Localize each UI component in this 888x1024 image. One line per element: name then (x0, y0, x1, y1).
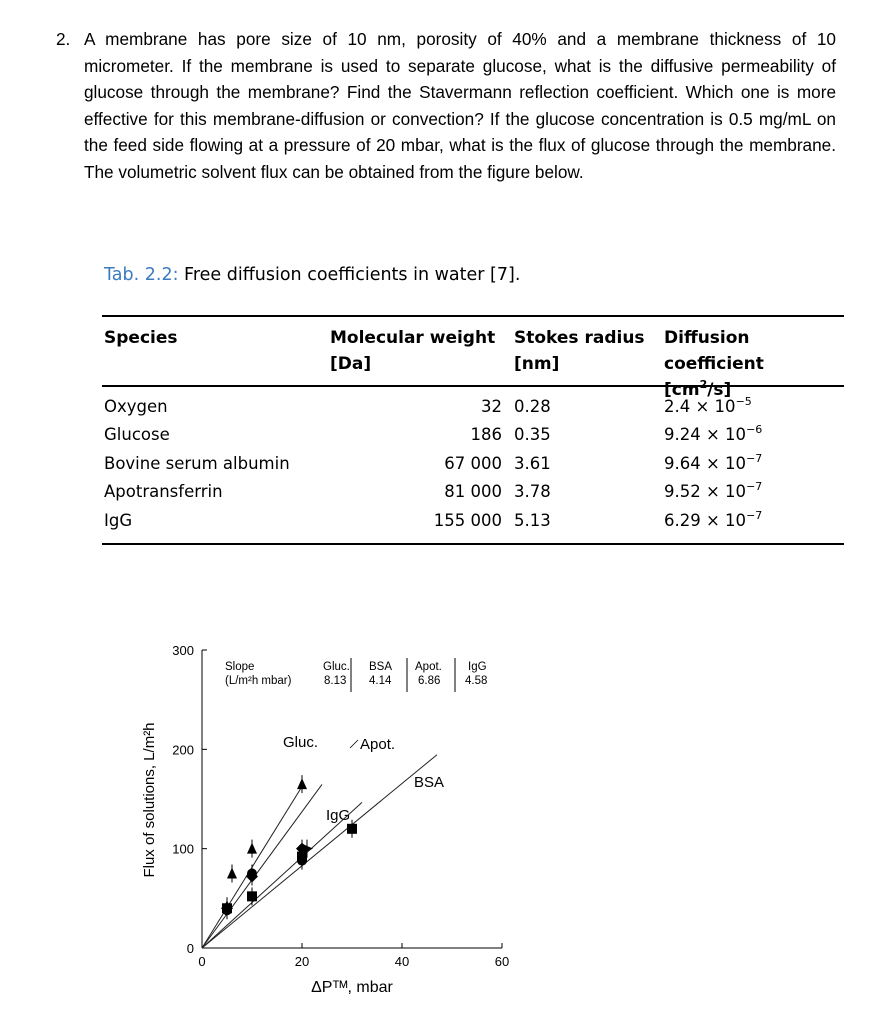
cell-diff-exponent: −7 (746, 508, 763, 522)
cell-stokes: 5.13 (514, 510, 551, 530)
cell-diff-exponent: −5 (735, 395, 752, 408)
table-caption (104, 265, 520, 285)
header-stokes-line2: [nm] (514, 354, 560, 374)
slope-header-line1: Slope (225, 661, 255, 673)
diffusion-table (102, 315, 844, 545)
slope-name-igg: IgG (468, 661, 487, 673)
cell-diff-exponent: −7 (746, 451, 763, 465)
cell-stokes: 0.35 (514, 425, 551, 445)
cell-diffusion (664, 393, 752, 421)
cell-diff-exponent: −7 (746, 480, 763, 494)
line-label-apot: Apot. (360, 736, 396, 753)
slope-value-igg: 4.58 (465, 675, 488, 687)
cell-species: Bovine serum albumin (104, 453, 290, 473)
data-point-igg (247, 869, 257, 879)
fit-line-apot (202, 784, 322, 948)
cell-stokes: 3.78 (514, 482, 551, 502)
question-block (56, 26, 836, 186)
cell-diff-mantissa: 9.24 × 10 (664, 425, 747, 445)
header-mw-line1: Molecular weight (330, 328, 496, 348)
cell-species: Oxygen (104, 397, 168, 416)
data-point-gluc (297, 778, 307, 789)
header-diffusion-coefficient (664, 325, 844, 403)
header-stokes-line1: Stokes radius (514, 328, 645, 348)
y-tick-label: 0 (186, 941, 194, 956)
cell-species: IgG (104, 510, 133, 530)
header-molecular-weight (330, 325, 495, 377)
slope-legend (225, 658, 487, 692)
cell-mw: 186 (470, 425, 502, 445)
y-tick-label: 300 (172, 643, 194, 658)
cell-mw: 155 000 (433, 510, 502, 530)
cell-diff-mantissa: 9.64 × 10 (664, 453, 747, 473)
table-body (102, 387, 844, 543)
fit-line-bsa (202, 755, 437, 948)
header-diff-unit-pre: [cm (664, 380, 700, 400)
cell-diffusion (664, 507, 762, 535)
cell-diff-mantissa: 2.4 × 10 (664, 397, 736, 416)
y-tick-label: 100 (172, 841, 194, 857)
cell-mw: 32 (481, 397, 502, 416)
slope-value-bsa: 4.14 (369, 675, 392, 687)
cell-diff-mantissa: 9.52 × 10 (664, 482, 747, 502)
line-label-bsa: BSA (414, 774, 445, 791)
slope-name-gluc: Gluc. (323, 661, 350, 673)
header-diff-unit-post: /s] (707, 380, 732, 400)
cell-diffusion (664, 450, 762, 478)
cell-stokes: 0.28 (514, 397, 551, 416)
table-row (102, 421, 844, 449)
fit-line-igg (202, 802, 362, 948)
cell-stokes: 3.61 (514, 453, 551, 473)
slope-name-apot: Apot. (415, 661, 442, 673)
data-point-extra (227, 868, 237, 879)
cell-mw: 81 000 (444, 482, 502, 502)
x-tick-label: 20 (294, 954, 310, 969)
header-species: Species (104, 328, 178, 348)
table-row (102, 507, 844, 535)
cell-mw: 67 000 (444, 453, 502, 473)
data-point-bsa (347, 824, 357, 834)
slope-value-apot: 6.86 (418, 675, 441, 687)
y-tick-label: 200 (172, 742, 194, 758)
x-tick-label: 40 (394, 954, 410, 969)
line-label-gluc: Gluc. (283, 734, 319, 751)
cell-species: Apotransferrin (104, 482, 223, 502)
line-label-igg: IgG (326, 807, 351, 824)
table-row (102, 393, 844, 421)
x-axis-label: ΔPᵀᴹ, mbar (311, 979, 393, 996)
slope-header-line2: (L/m²h mbar) (225, 675, 292, 687)
question-text: A membrane has pore size of 10 nm, porosity of 40% and a membrane thickness of 10 micrometer. If the membrane is used to separate glucose, what is the diffusive permeability of glucose through the membrane? Find the Stavermann reflection coefficient. Which one is more effective for this membrane-diffusion or convection? If the glucose concentration is 0.5 mg/mL on the feed side flowing at a pressure of 20 mbar, what is the flux of glucose through the membrane. The volumetric solvent flux can be obtained from the figure below. (84, 29, 836, 182)
header-stokes-radius (514, 325, 645, 377)
cell-species: Glucose (104, 425, 170, 445)
data-point-gluc (247, 843, 257, 854)
data-point-bsa (247, 891, 257, 901)
table-caption-text: Free diffusion coefficients in water [7]. (178, 265, 521, 285)
slope-name-bsa: BSA (369, 661, 393, 673)
slope-value-gluc: 8.13 (324, 675, 347, 687)
apot-leader (350, 740, 358, 748)
table-header (102, 317, 844, 400)
cell-diffusion (664, 478, 762, 506)
header-diff-unit-sup: 2 (699, 378, 708, 391)
question-number: 2. (56, 29, 71, 49)
y-axis-label: Flux of solutions, L/m²h (141, 722, 158, 878)
table-row (102, 478, 844, 506)
data-point-bsa (222, 903, 232, 913)
table-row (102, 450, 844, 478)
header-mw-line2: [Da] (330, 354, 372, 374)
table-caption-label: Tab. 2.2: (104, 265, 179, 285)
x-tick-label: 0 (198, 954, 206, 969)
flux-chart (130, 630, 530, 1002)
header-diff-line1: Diffusion coefficient (664, 328, 764, 374)
cell-diff-mantissa: 6.29 × 10 (664, 510, 747, 530)
cell-diff-exponent: −6 (746, 423, 763, 437)
cell-diffusion (664, 421, 762, 449)
x-tick-label: 60 (494, 954, 510, 969)
